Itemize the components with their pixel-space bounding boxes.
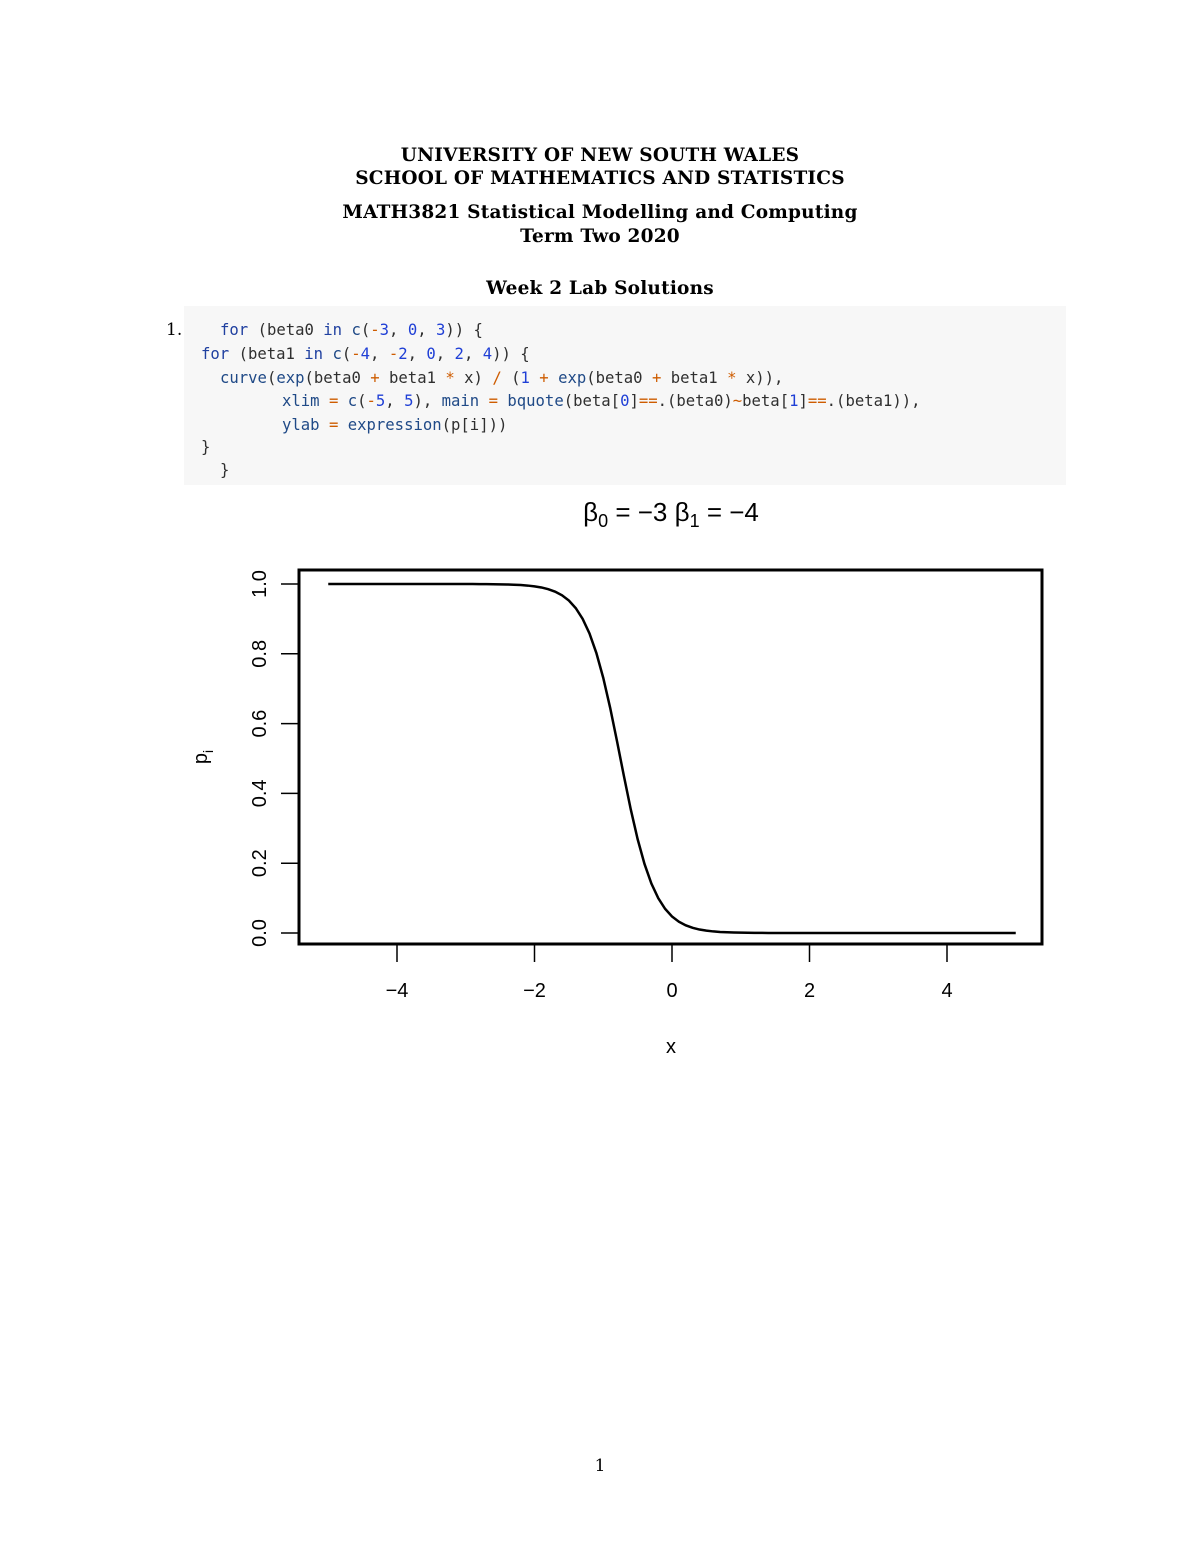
code-line: } — [220, 461, 230, 479]
y-axis-label: $p_i$ — [190, 749, 216, 765]
x-tick-label: 2 — [803, 980, 816, 1002]
code-line: curve(exp(beta0 + beta1 * x) / (1 + exp(beta0 + beta1 * x)), — [220, 369, 784, 387]
x-tick-label: 4 — [941, 980, 953, 1002]
x-axis-label: x — [666, 1036, 676, 1058]
y-tick-label: 0.0 — [249, 919, 271, 947]
x-tick-label: −2 — [523, 980, 546, 1002]
code-line: } — [201, 438, 211, 456]
code-line: for (beta0 in c(-3, 0, 3)) { — [220, 321, 483, 339]
y-axis — [249, 570, 299, 947]
code-line: xlim = c(-5, 5), main = bquote(beta[0]==.(beta0)~beta[1]==.(beta1)), — [282, 392, 921, 410]
y-tick-label: 0.8 — [249, 639, 271, 668]
chart-title: $\beta_0 = -3$ $\beta_1 = -4$ — [583, 497, 759, 531]
document-title: Week 2 Lab Solutions — [486, 278, 714, 299]
school-name: SCHOOL OF MATHEMATICS AND STATISTICS — [355, 168, 845, 189]
x-tick-label: −4 — [385, 980, 409, 1002]
item-number: 1. — [166, 320, 183, 340]
code-line: ylab = expression(p[i])) — [282, 416, 508, 434]
plot-frame — [299, 570, 1042, 944]
course-title: MATH3821 Statistical Modelling and Computing — [342, 202, 858, 223]
logistic-curve — [328, 584, 1016, 933]
x-tick-label: 0 — [666, 980, 678, 1002]
y-tick-label: 1.0 — [249, 570, 271, 598]
y-tick-label: 0.6 — [249, 709, 271, 738]
page-number: 1 — [594, 1456, 606, 1476]
university-name: UNIVERSITY OF NEW SOUTH WALES — [400, 145, 800, 166]
code-line: for (beta1 in c(-4, -2, 0, 2, 4)) { — [201, 345, 530, 363]
y-tick-label: 0.4 — [249, 779, 271, 808]
y-tick-label: 0.2 — [249, 849, 271, 878]
x-axis — [386, 944, 953, 1002]
term-label: Term Two 2020 — [520, 226, 680, 247]
